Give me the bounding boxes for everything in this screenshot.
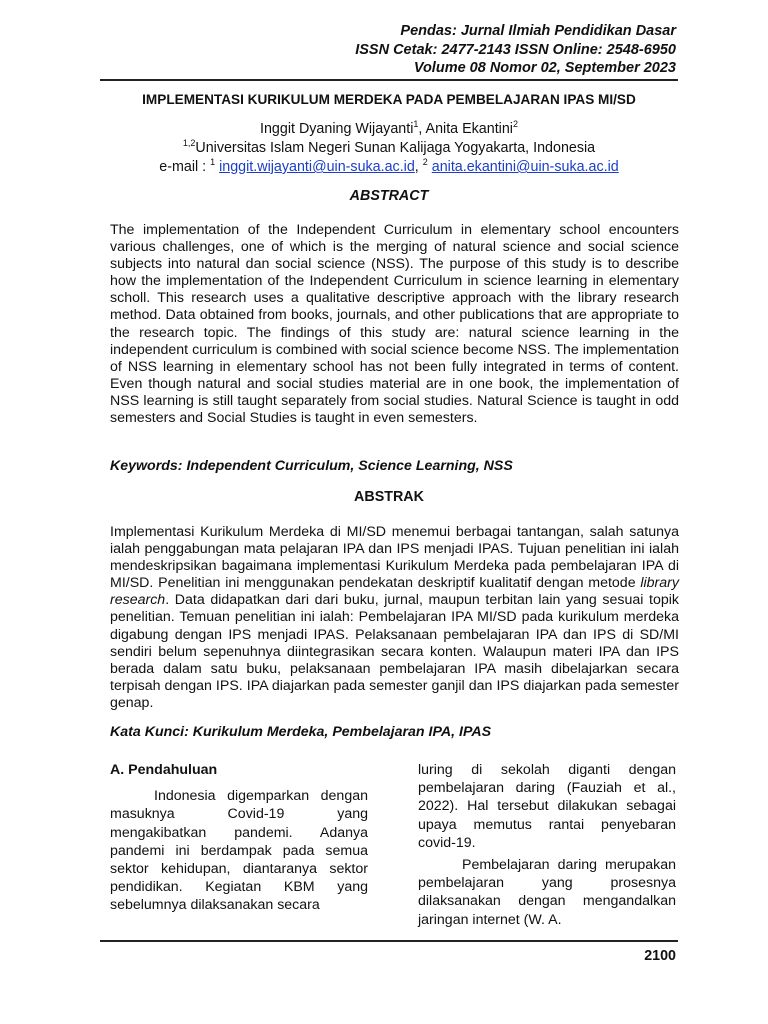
intro-paragraph-1-cont: luring di sekolah diganti dengan pembelajaran daring (Fauziah et al., 2022). Hal tersebut dilakukan sebagai upaya memutus rantai penyebaran covid-19. xyxy=(418,762,676,851)
email-link-2[interactable]: anita.ekantini@uin-suka.ac.id xyxy=(431,159,619,175)
author-block xyxy=(100,120,678,177)
affiliation: $^{1,2}$Universitas Islam Negeri Sunan Kalijaga Yogyakarta, Indonesia xyxy=(182,138,596,156)
abstract-heading: ABSTRACT xyxy=(349,188,429,204)
abstrak-text: Implementasi Kurikulum Merdeka di MI/SD menemui berbagai tantangan, salah satunya ialah penggabungan mata pelajaran IPA dan IPS menjadi IPAS. Tujuan penelitian ini ialah mendeskripsikan bagaimana implementasi Kurikulum Merdeka pada pembelajaran IPA di MI/SD. Penelitian ini menggunakan pendekatan deskriptif kualitatif dengan metode library research. Data didapatkan dari dari buku, jurnal, maupun terbitan lain yang sesuai topik penelitian. Temuan penelitian ini ialah: Pembelajaran IPA MI/SD pada kurikulum merdeka digabung dengan IPS menjadi IPAS. Pelaksanaan pembelajaran IPA dan IPS di SD/MI sendiri belum sepenuhnya diintegrasikan secara konten. Walaupun materi IPA dan IPS berada dalam satu buku, pelaksanaan pembelajaran IPA masih dibelajarkan secara terpisah dengan IPS. IPA diajarkan pada semester ganjil dan IPS diajarkan pada semester genap. xyxy=(110,524,679,711)
keywords: Keywords: Independent Curriculum, Science Learning, NSS xyxy=(110,458,513,474)
abstract-text: The implementation of the Independent Curriculum in elementary school encounters various challenges, one of which is the merging of natural science and social science subjects into natural dan social science (NSS). The purpose of this study is to describe how the implementation of the Independent Curriculum in science learning in elementary scholl. This research uses a qualitative descriptive approach with the library research method. Data obtained from books, journals, and other publications that are appropriate to the research topic. The findings of this study are: natural science learning in the independent curriculum is combined with social science become NSS. The implementation of NSS learning in elementary school has not been fully integrated in terms of content. Even though natural and social studies material are in one book, the implementation of NSS learning is still taught separately from social studies. Natural Science is taught in odd semesters and Social Studies is taught in even semesters. xyxy=(110,222,679,427)
author-2: Anita Ekantini xyxy=(425,121,513,137)
abstrak-heading: ABSTRAK xyxy=(354,489,424,505)
kata-kunci: Kata Kunci: Kurikulum Merdeka, Pembelajaran IPA, IPAS xyxy=(110,724,492,740)
journal-name: Pendas: Jurnal Ilmiah Pendidikan Dasar xyxy=(400,23,676,39)
section-heading: A. Pendahuluan xyxy=(110,762,218,778)
intro-paragraph-2: Pembelajaran daring merupakan pembelajaran yang prosesnya dilaksanakan dengan mengandalkan jaringan internet (W. A. xyxy=(418,857,676,928)
author-1: Inggit Dyaning Wijayanti xyxy=(260,121,414,137)
author-line: Inggit Dyaning Wijayanti$^1$, Anita Ekantini$^2$ xyxy=(260,119,518,137)
journal-volume: Volume 08 Nomor 02, September 2023 xyxy=(413,60,676,76)
journal-issn: ISSN Cetak: 2477-2143 ISSN Online: 2548-6950 xyxy=(355,41,676,58)
email-line: e-mail : $^1$ inggit.wijayanti@uin-suka.ac.id, $^2$ anita.ekantini@uin-suka.ac.id xyxy=(159,157,619,175)
column-left xyxy=(110,761,368,915)
footer-divider xyxy=(100,940,678,942)
column-right xyxy=(418,761,676,929)
email-link-1[interactable]: inggit.wijayanti@uin-suka.ac.id xyxy=(219,159,415,175)
header-divider xyxy=(100,79,678,81)
paper-title: IMPLEMENTASI KURIKULUM MERDEKA PADA PEMBELAJARAN IPAS MI/SD xyxy=(142,92,636,107)
journal-header xyxy=(355,22,676,78)
page-number: 2100 xyxy=(644,948,676,964)
intro-paragraph-1: Indonesia digemparkan dengan masuknya Covid-19 yang mengakibatkan pandemi. Adanya pandemi ini berdampak pada semua sektor kehidupan, diantaranya sektor pendidikan. Kegiatan KBM yang sebelumnya dilaksanakan secara xyxy=(110,788,368,914)
